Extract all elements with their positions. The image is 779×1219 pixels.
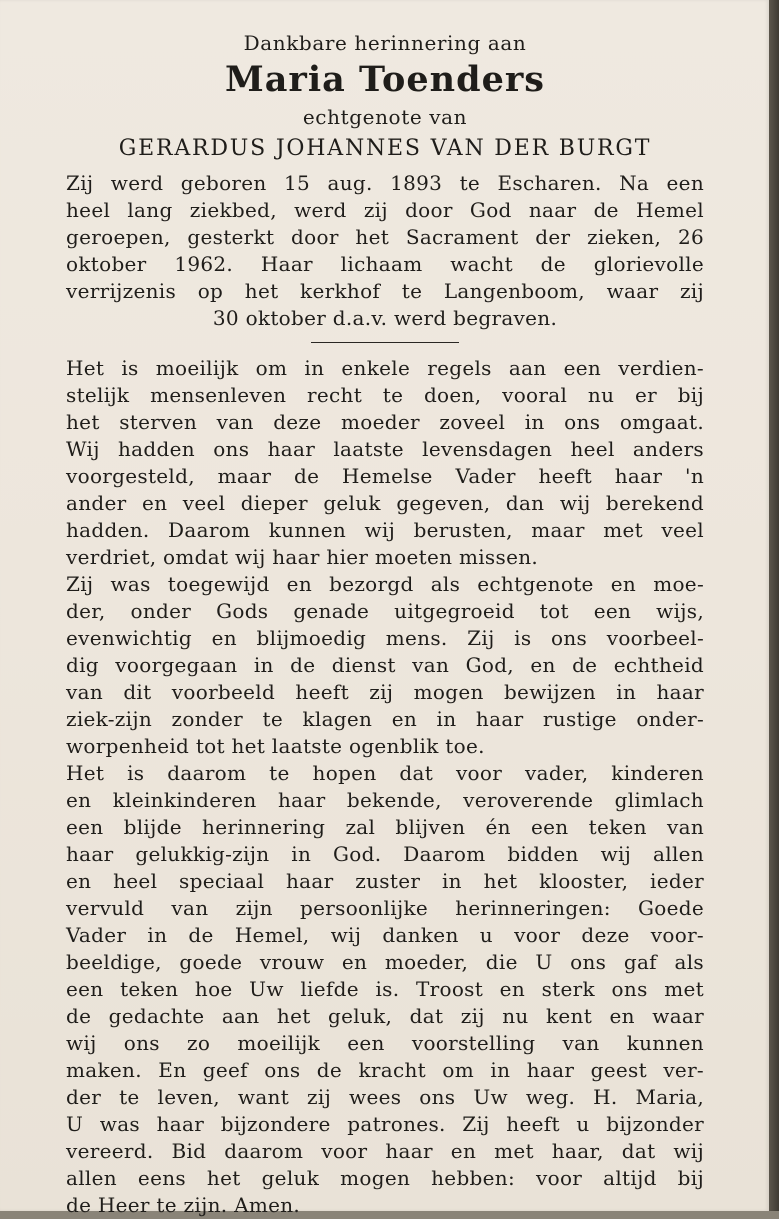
text-line: een blijde herinnering zal blijven én een teken van bbox=[66, 815, 704, 839]
divider-line bbox=[311, 342, 459, 343]
text-line: Het is moeilijk om in enkele regels aan een verdien- bbox=[66, 356, 704, 380]
text-line: geroepen, gesterkt door het Sacrament der zieken, 26 bbox=[66, 225, 704, 249]
card-edge-shadow bbox=[769, 0, 779, 1211]
remembrance-paragraph-1 bbox=[66, 355, 704, 571]
text-line: ziek-zijn zonder te klagen en in haar rustige onder- bbox=[66, 707, 704, 731]
text-line: evenwichtig en blijmoedig mens. Zij is ons voorbeel- bbox=[66, 626, 704, 650]
text-line: verdriet, omdat wij haar hier moeten missen. bbox=[66, 545, 539, 569]
text-line: Wij hadden ons haar laatste levensdagen heel anders bbox=[66, 437, 704, 461]
text-line: worpenheid tot het laatste ogenblik toe. bbox=[66, 734, 485, 758]
text-line: en kleinkinderen haar bekende, veroverende glimlach bbox=[66, 788, 704, 812]
text-line: een teken hoe Uw liefde is. Troost en sterk ons met bbox=[66, 977, 704, 1001]
remembrance-paragraph-2 bbox=[66, 571, 704, 760]
text-line: voorgesteld, maar de Hemelse Vader heeft haar 'n bbox=[66, 464, 704, 488]
text-line: der te leven, want zij wees ons Uw weg. H. Maria, bbox=[66, 1085, 704, 1109]
text-line: de Heer te zijn. Amen. bbox=[66, 1193, 301, 1217]
text-line: vereerd. Bid daarom voor haar en met haar, dat wij bbox=[66, 1139, 704, 1163]
text-line: heel lang ziekbed, werd zij door God naar de Hemel bbox=[66, 198, 704, 222]
intro-line: Dankbare herinnering aan bbox=[243, 31, 527, 55]
text-line: Zij was toegewijd en bezorgd als echtgenote en moe- bbox=[66, 572, 704, 596]
deceased-name: Maria Toenders bbox=[225, 59, 545, 100]
text-line: hadden. Daarom kunnen wij berusten, maar met veel bbox=[66, 518, 704, 542]
text-line: beeldige, goede vrouw en moeder, die U ons gaf als bbox=[66, 950, 704, 974]
text-line: Vader in de Hemel, wij danken u voor deze voor- bbox=[66, 923, 704, 947]
biography-paragraph bbox=[66, 170, 704, 332]
spouse-intro-line: echtgenote van bbox=[302, 105, 468, 129]
text-line: de gedachte aan het geluk, dat zij nu kent en waar bbox=[66, 1004, 704, 1028]
text-line: maken. En geef ons de kracht om in haar geest ver- bbox=[66, 1058, 704, 1082]
text-line: het sterven van deze moeder zoveel in ons omgaat. bbox=[66, 410, 704, 434]
text-line: allen eens het geluk mogen hebben: voor altijd bij bbox=[66, 1166, 704, 1190]
card-content bbox=[66, 28, 704, 1219]
text-line: van dit voorbeeld heeft zij mogen bewijzen in haar bbox=[66, 680, 704, 704]
text-line: haar gelukkig-zijn in God. Daarom bidden wij allen bbox=[66, 842, 704, 866]
text-line: en heel speciaal haar zuster in het klooster, ieder bbox=[66, 869, 704, 893]
text-line: stelijk mensenleven recht te doen, vooral nu er bij bbox=[66, 383, 704, 407]
text-line: 30 oktober d.a.v. werd begraven. bbox=[212, 306, 558, 330]
spouse-name: GERARDUS JOHANNES VAN DER BURGT bbox=[118, 136, 652, 161]
text-line: der, onder Gods genade uitgegroeid tot een wijs, bbox=[66, 599, 704, 623]
text-line: Zij werd geboren 15 aug. 1893 te Escharen. Na een bbox=[66, 171, 704, 195]
text-line: Het is daarom te hopen dat voor vader, kinderen bbox=[66, 761, 704, 785]
remembrance-paragraph-3 bbox=[66, 760, 704, 1219]
text-line: U was haar bijzondere patrones. Zij heeft u bijzonder bbox=[66, 1112, 704, 1136]
text-line: verrijzenis op het kerkhof te Langenboom, waar zij bbox=[66, 279, 704, 303]
text-line: dig voorgegaan in de dienst van God, en de echtheid bbox=[66, 653, 704, 677]
text-line: wij ons zo moeilijk een voorstelling van kunnen bbox=[66, 1031, 704, 1055]
text-line: oktober 1962. Haar lichaam wacht de glorievolle bbox=[66, 252, 704, 276]
text-line: vervuld van zijn persoonlijke herinneringen: Goede bbox=[66, 896, 704, 920]
text-line: ander en veel dieper geluk gegeven, dan wij berekend bbox=[66, 491, 704, 515]
